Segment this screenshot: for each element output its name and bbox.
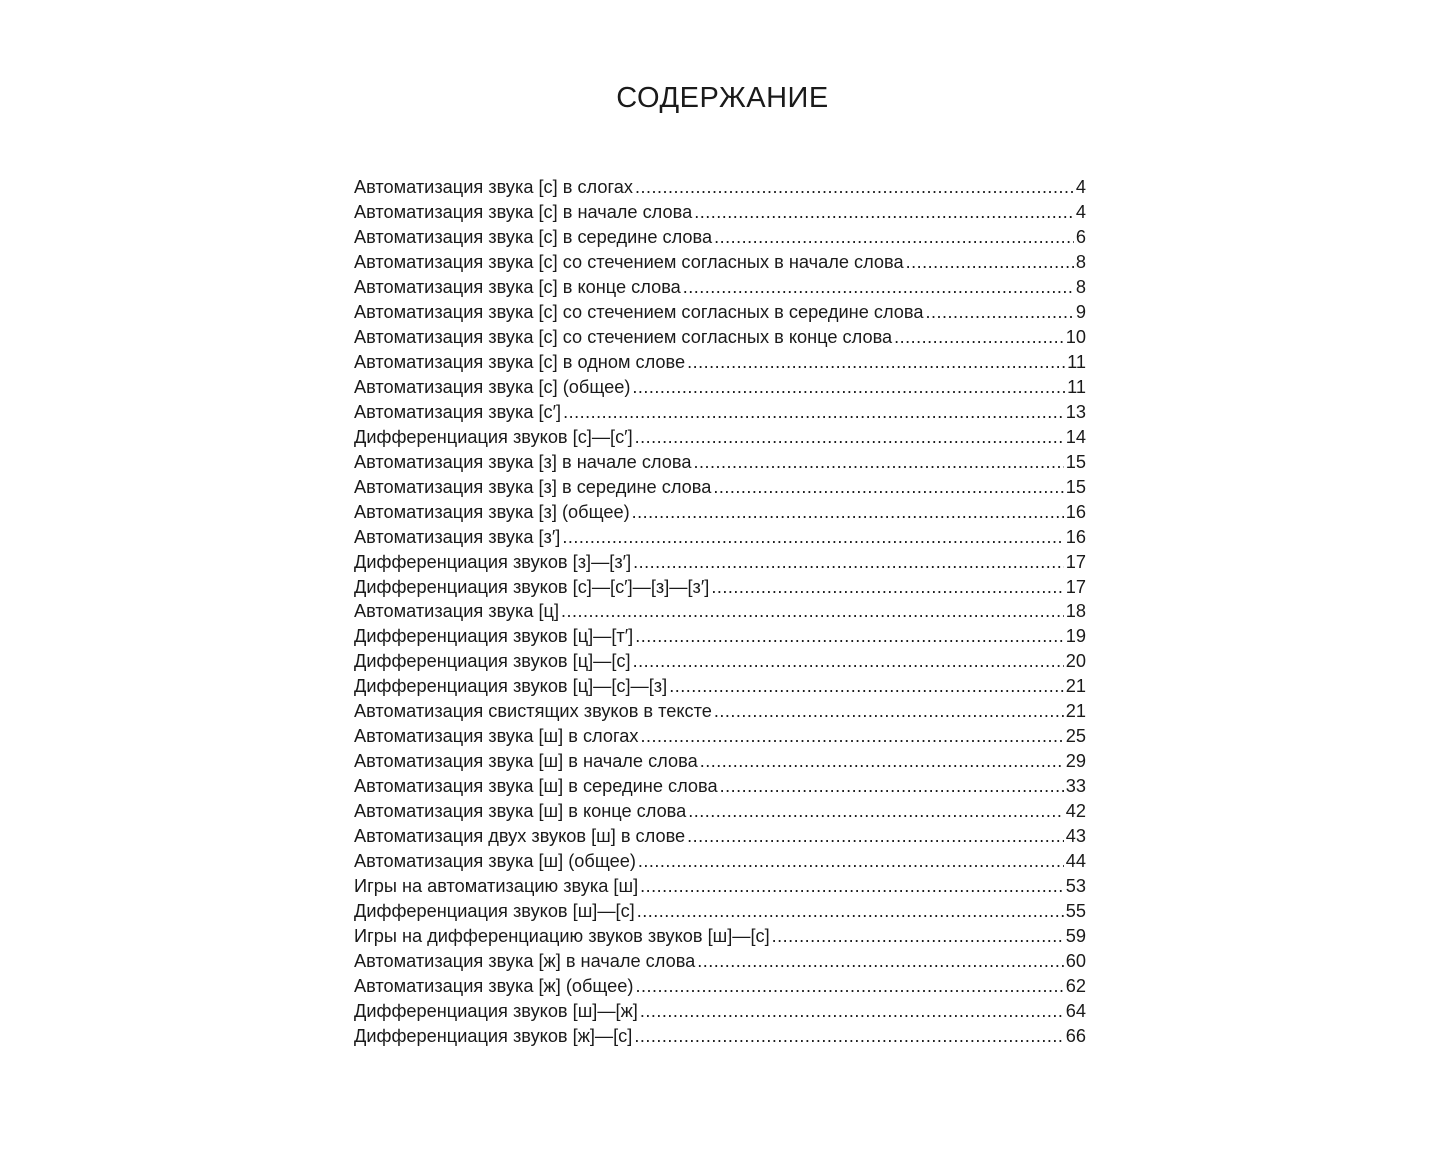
toc-entry-label: Автоматизация звука [ш] в начале слова	[354, 751, 698, 772]
toc-entry-label: Дифференциация звуков [з]—[з′]	[354, 551, 632, 572]
toc-dot-leader	[683, 275, 1074, 300]
toc-entry-label: Автоматизация звука [с] в слогах	[354, 177, 633, 197]
toc-entry[interactable]	[354, 550, 1086, 575]
toc-entry[interactable]	[354, 375, 1086, 400]
toc-entry-label: Автоматизация звука [с] (общее)	[354, 376, 631, 397]
toc-entry[interactable]	[354, 599, 1086, 624]
toc-dot-leader	[640, 999, 1064, 1024]
toc-entry-page-number: 6	[1075, 226, 1086, 247]
toc-dot-leader	[634, 1024, 1063, 1049]
toc-entry[interactable]	[354, 1024, 1086, 1049]
toc-entry-page-number: 20	[1065, 651, 1086, 672]
toc-entry-page-number: 4	[1075, 201, 1086, 222]
toc-entry[interactable]	[354, 275, 1086, 300]
toc-entry-page-number: 66	[1065, 1025, 1086, 1046]
toc-entry-label: Автоматизация звука [с] со стечением согласных в середине слова	[354, 301, 924, 322]
toc-entry-page-number: 8	[1075, 276, 1086, 297]
toc-entry-page-number: 15	[1065, 476, 1086, 497]
toc-entry[interactable]	[354, 899, 1086, 924]
toc-dot-leader	[714, 225, 1074, 250]
toc-dot-leader	[640, 874, 1064, 899]
toc-entry-label: Автоматизация звука [с] в начале слова	[354, 201, 693, 222]
toc-entry-page-number: 55	[1065, 901, 1086, 922]
toc-entry[interactable]	[354, 699, 1086, 724]
toc-entry-page-number: 11	[1067, 351, 1086, 372]
toc-dot-leader	[700, 749, 1064, 774]
toc-entry-page-number: 25	[1065, 726, 1086, 747]
toc-entry-page-number: 59	[1065, 926, 1086, 947]
toc-entry-label: Автоматизация звука [ж] в начале слова	[354, 951, 696, 972]
toc-entry-label: Дифференциация звуков [с]—[с′]—[з]—[з′]	[354, 576, 710, 597]
toc-entry[interactable]	[354, 874, 1086, 899]
toc-dot-leader	[711, 575, 1063, 600]
toc-dot-leader	[563, 400, 1064, 425]
toc-entry-page-number: 19	[1065, 626, 1086, 647]
toc-entry-page-number: 16	[1065, 501, 1086, 522]
toc-entry[interactable]	[354, 924, 1086, 949]
toc-dot-leader	[687, 824, 1064, 849]
toc-entry-page-number: 14	[1065, 426, 1086, 447]
toc-entry-label: Дифференциация звуков [ц]—[с]—[з]	[354, 676, 668, 697]
toc-entry-page-number: 8	[1075, 251, 1086, 272]
toc-entry-page-number: 11	[1067, 376, 1086, 397]
toc-entry[interactable]	[354, 500, 1086, 525]
toc-entry[interactable]	[354, 225, 1086, 250]
toc-dot-leader	[633, 550, 1064, 575]
toc-entry-label: Автоматизация звука [ш] в конце слова	[354, 801, 687, 822]
toc-entry-label: Автоматизация звука [с] со стечением согласных в начале слова	[354, 251, 904, 272]
toc-entry-label: Автоматизация звука [ш] (общее)	[354, 851, 636, 872]
toc-entry-label: Автоматизация двух звуков [ш] в слове	[354, 826, 686, 847]
toc-dot-leader	[637, 899, 1064, 924]
toc-entry-page-number: 42	[1065, 801, 1086, 822]
toc-entry-page-number: 29	[1065, 751, 1086, 772]
toc-entry-page-number: 64	[1065, 1000, 1086, 1021]
toc-entry-page-number: 4	[1075, 177, 1086, 197]
toc-entry[interactable]	[354, 175, 1086, 200]
toc-entry[interactable]	[354, 450, 1086, 475]
toc-entry[interactable]	[354, 425, 1086, 450]
toc-entry-label: Автоматизация звука [з] в начале слова	[354, 451, 692, 472]
toc-entry[interactable]	[354, 674, 1086, 699]
toc-dot-leader	[632, 500, 1064, 525]
toc-entry[interactable]	[354, 525, 1086, 550]
toc-entry[interactable]	[354, 575, 1086, 600]
toc-entry-page-number: 10	[1065, 326, 1086, 347]
toc-entry-label: Автоматизация свистящих звуков в тексте	[354, 701, 712, 722]
toc-entry-page-number: 17	[1065, 576, 1086, 597]
toc-dot-leader	[635, 624, 1064, 649]
toc-entry-label: Автоматизация звука [с] в одном слове	[354, 351, 686, 372]
toc-entry-page-number: 15	[1065, 451, 1086, 472]
toc-entry[interactable]	[354, 250, 1086, 275]
toc-entry-page-number: 17	[1065, 551, 1086, 572]
toc-dot-leader	[714, 699, 1064, 724]
toc-entry-label: Автоматизация звука [ц]	[354, 601, 560, 622]
toc-entry[interactable]	[354, 749, 1086, 774]
toc-entry-label: Дифференциация звуков [ц]—[т′]	[354, 626, 634, 647]
toc-entry-label: Дифференциация звуков [ц]—[с]	[354, 651, 631, 672]
toc-dot-leader	[632, 375, 1065, 400]
toc-entry[interactable]	[354, 350, 1086, 375]
toc-dot-leader	[688, 799, 1064, 824]
toc-entry[interactable]	[354, 799, 1086, 824]
toc-entry-label: Дифференциация звуков [ш]—[с]	[354, 901, 635, 922]
toc-entry[interactable]	[354, 999, 1086, 1024]
toc-entry-label: Автоматизация звука [с] в середине слова	[354, 226, 713, 247]
toc-entry[interactable]	[354, 724, 1086, 749]
toc-dot-leader	[640, 724, 1063, 749]
toc-entry-label: Автоматизация звука [ш] в середине слова	[354, 776, 718, 797]
toc-dot-leader	[894, 325, 1064, 350]
toc-dot-leader	[694, 200, 1074, 225]
toc-dot-leader	[697, 949, 1064, 974]
toc-entry-label: Дифференциация звуков [ш]—[ж]	[354, 1000, 638, 1021]
toc-entry[interactable]	[354, 624, 1086, 649]
toc-entry[interactable]	[354, 949, 1086, 974]
table-of-contents	[354, 175, 1086, 1049]
toc-entry[interactable]	[354, 974, 1086, 999]
toc-dot-leader	[906, 250, 1074, 275]
toc-entry[interactable]	[354, 824, 1086, 849]
toc-entry-label: Дифференциация звуков [с]—[с′]	[354, 426, 633, 447]
toc-entry-page-number: 44	[1065, 851, 1086, 872]
toc-dot-leader	[925, 300, 1073, 325]
toc-entry[interactable]	[354, 300, 1086, 325]
toc-dot-leader	[669, 674, 1064, 699]
toc-dot-leader	[633, 649, 1064, 674]
toc-entry[interactable]	[354, 649, 1086, 674]
toc-dot-leader	[562, 525, 1063, 550]
toc-entry-label: Автоматизация звука [з′]	[354, 526, 561, 547]
toc-entry-page-number: 53	[1065, 876, 1086, 897]
toc-dot-leader	[772, 924, 1064, 949]
toc-entry-label: Автоматизация звука [з] (общее)	[354, 501, 630, 522]
toc-entry-label: Автоматизация звука [ш] в слогах	[354, 726, 639, 747]
toc-dot-leader	[561, 599, 1064, 624]
toc-entry-label: Дифференциация звуков [ж]—[с]	[354, 1025, 633, 1046]
toc-dot-leader	[635, 974, 1063, 999]
toc-entry-page-number: 21	[1065, 701, 1086, 722]
toc-entry-page-number: 60	[1065, 951, 1086, 972]
toc-entry-page-number: 62	[1065, 976, 1086, 996]
toc-entry-page-number: 9	[1075, 301, 1086, 322]
toc-entry-label: Автоматизация звука [с] в конце слова	[354, 276, 681, 297]
toc-entry-label: Автоматизация звука [з] в середине слова	[354, 476, 712, 497]
toc-entry-page-number: 16	[1065, 526, 1086, 547]
toc-entry-page-number: 13	[1065, 401, 1086, 422]
toc-dot-leader	[720, 774, 1064, 799]
toc-entry-page-number: 18	[1065, 601, 1086, 622]
toc-entry[interactable]	[354, 400, 1086, 425]
toc-entry-page-number: 43	[1065, 826, 1086, 847]
toc-entry-page-number: 33	[1065, 776, 1086, 797]
toc-entry[interactable]	[354, 774, 1086, 799]
toc-dot-leader	[687, 350, 1065, 375]
toc-dot-leader	[635, 175, 1074, 200]
toc-entry[interactable]	[354, 475, 1086, 500]
toc-dot-leader	[713, 475, 1063, 500]
toc-dot-leader	[635, 425, 1064, 450]
toc-entry-label: Автоматизация звука [ж] (общее)	[354, 976, 634, 996]
page-title: СОДЕРЖАНИЕ	[616, 82, 829, 114]
toc-dot-leader	[693, 450, 1063, 475]
toc-entry[interactable]	[354, 200, 1086, 225]
toc-entry[interactable]	[354, 325, 1086, 350]
toc-dot-leader	[638, 849, 1064, 874]
toc-entry-label: Автоматизация звука [с′]	[354, 401, 562, 422]
toc-entry-page-number: 21	[1065, 676, 1086, 697]
toc-entry-label: Игры на дифференциацию звуков звуков [ш]—[с]	[354, 926, 770, 947]
toc-entry-label: Автоматизация звука [с] со стечением согласных в конце слова	[354, 326, 893, 347]
toc-entry-label: Игры на автоматизацию звука [ш]	[354, 876, 639, 897]
toc-entry[interactable]	[354, 849, 1086, 874]
